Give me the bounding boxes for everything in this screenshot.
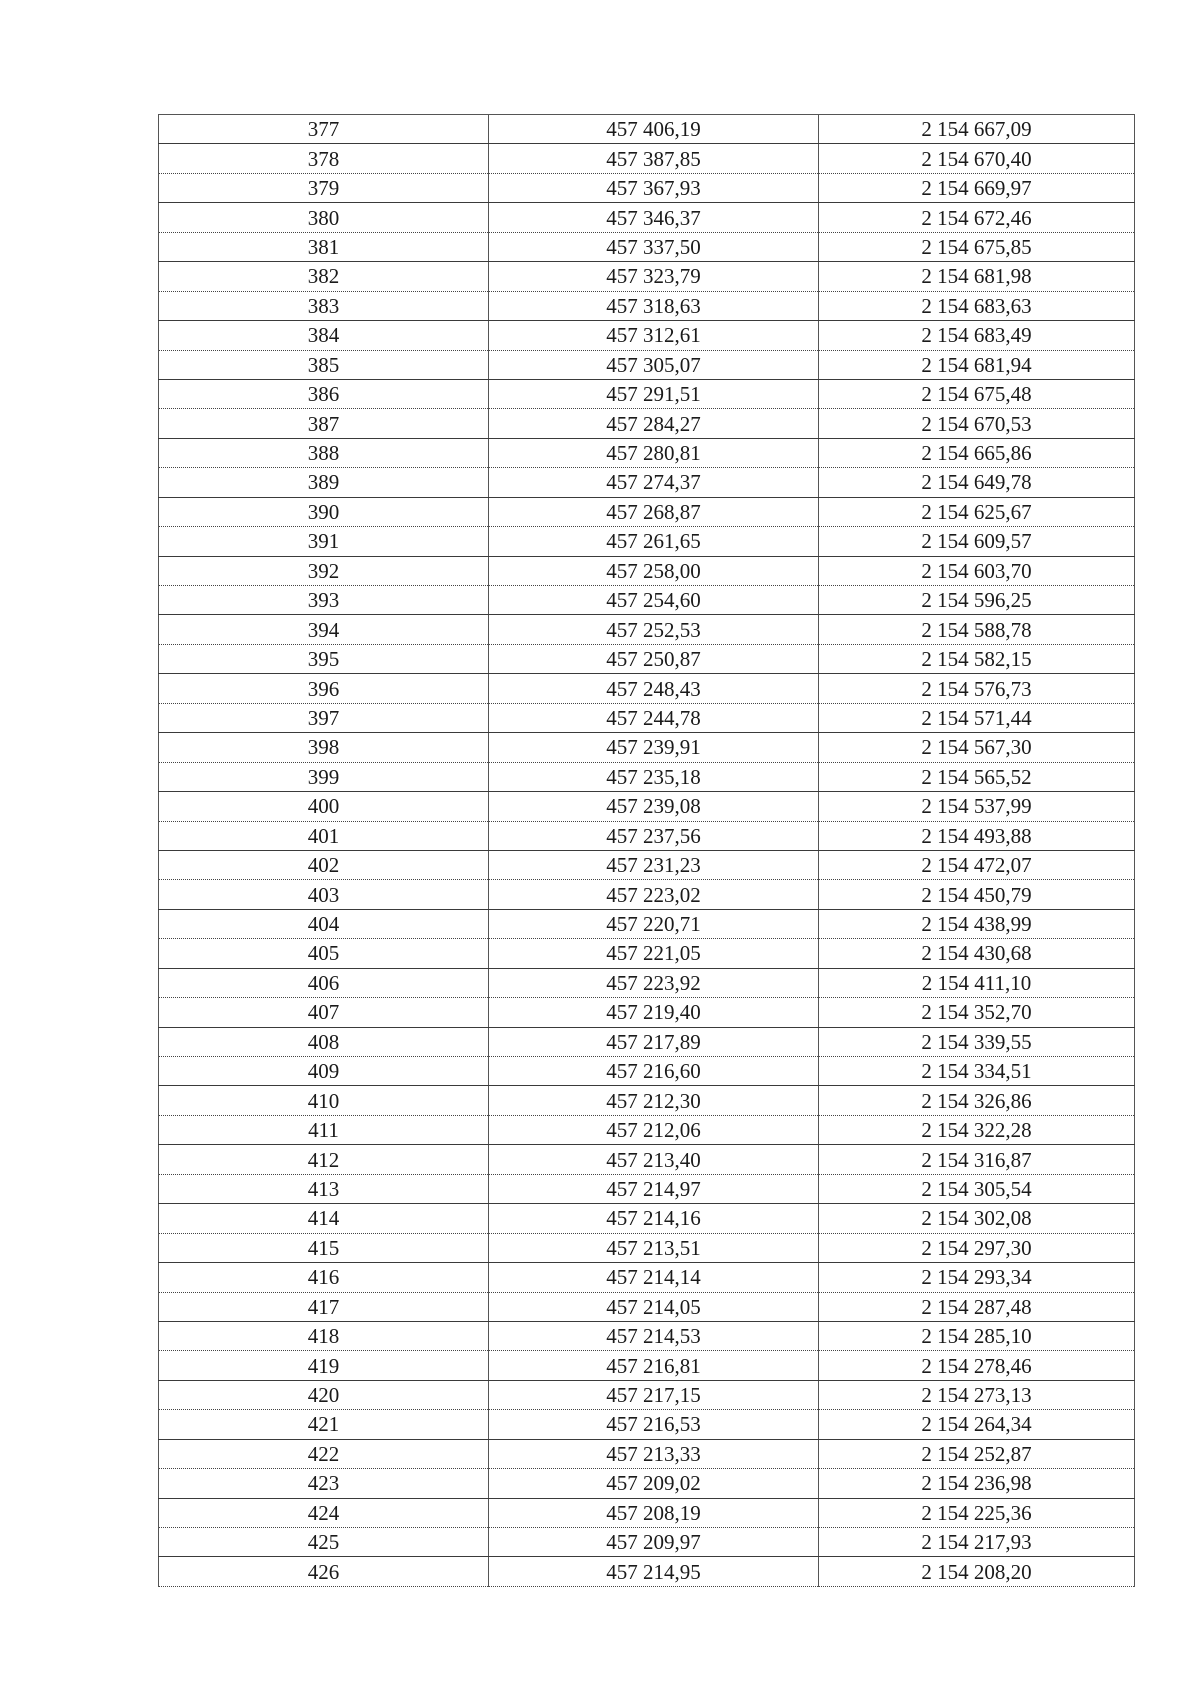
y-coordinate-cell: 2 154 603,70 — [819, 556, 1135, 585]
y-coordinate-cell: 2 154 322,28 — [819, 1115, 1135, 1144]
table-row — [159, 1439, 1135, 1468]
point-number-cell: 394 — [159, 615, 489, 644]
x-coordinate-cell: 457 284,27 — [489, 409, 819, 438]
table-row — [159, 792, 1135, 821]
point-number-cell: 414 — [159, 1204, 489, 1233]
y-coordinate-cell: 2 154 273,13 — [819, 1380, 1135, 1409]
x-coordinate-cell: 457 212,30 — [489, 1086, 819, 1115]
table-row — [159, 291, 1135, 320]
table-row — [159, 173, 1135, 202]
point-number-cell: 426 — [159, 1557, 489, 1586]
point-number-cell: 410 — [159, 1086, 489, 1115]
y-coordinate-cell: 2 154 649,78 — [819, 468, 1135, 497]
y-coordinate-cell: 2 154 571,44 — [819, 703, 1135, 732]
table-row — [159, 850, 1135, 879]
table-row — [159, 1204, 1135, 1233]
y-coordinate-cell: 2 154 352,70 — [819, 998, 1135, 1027]
table-row — [159, 115, 1135, 144]
point-number-cell: 402 — [159, 850, 489, 879]
table-row — [159, 733, 1135, 762]
y-coordinate-cell: 2 154 675,48 — [819, 379, 1135, 408]
table-row — [159, 1057, 1135, 1086]
table-row — [159, 262, 1135, 291]
point-number-cell: 418 — [159, 1321, 489, 1350]
table-row — [159, 1292, 1135, 1321]
table-row — [159, 438, 1135, 467]
point-number-cell: 379 — [159, 173, 489, 202]
x-coordinate-cell: 457 216,81 — [489, 1351, 819, 1380]
table-row — [159, 998, 1135, 1027]
x-coordinate-cell: 457 261,65 — [489, 527, 819, 556]
y-coordinate-cell: 2 154 285,10 — [819, 1321, 1135, 1350]
x-coordinate-cell: 457 217,15 — [489, 1380, 819, 1409]
x-coordinate-cell: 457 217,89 — [489, 1027, 819, 1056]
x-coordinate-cell: 457 214,53 — [489, 1321, 819, 1350]
y-coordinate-cell: 2 154 681,94 — [819, 350, 1135, 379]
y-coordinate-cell: 2 154 596,25 — [819, 586, 1135, 615]
point-number-cell: 382 — [159, 262, 489, 291]
y-coordinate-cell: 2 154 208,20 — [819, 1557, 1135, 1586]
y-coordinate-cell: 2 154 334,51 — [819, 1057, 1135, 1086]
y-coordinate-cell: 2 154 665,86 — [819, 438, 1135, 467]
point-number-cell: 422 — [159, 1439, 489, 1468]
y-coordinate-cell: 2 154 264,34 — [819, 1410, 1135, 1439]
x-coordinate-cell: 457 337,50 — [489, 232, 819, 261]
y-coordinate-cell: 2 154 236,98 — [819, 1469, 1135, 1498]
point-number-cell: 387 — [159, 409, 489, 438]
y-coordinate-cell: 2 154 305,54 — [819, 1174, 1135, 1203]
y-coordinate-cell: 2 154 582,15 — [819, 644, 1135, 673]
x-coordinate-cell: 457 318,63 — [489, 291, 819, 320]
point-number-cell: 421 — [159, 1410, 489, 1439]
point-number-cell: 409 — [159, 1057, 489, 1086]
table-row — [159, 321, 1135, 350]
x-coordinate-cell: 457 214,16 — [489, 1204, 819, 1233]
table-row — [159, 909, 1135, 938]
x-coordinate-cell: 457 213,40 — [489, 1145, 819, 1174]
point-number-cell: 400 — [159, 792, 489, 821]
point-number-cell: 383 — [159, 291, 489, 320]
table-row — [159, 232, 1135, 261]
y-coordinate-cell: 2 154 287,48 — [819, 1292, 1135, 1321]
y-coordinate-cell: 2 154 672,46 — [819, 203, 1135, 232]
point-number-cell: 403 — [159, 880, 489, 909]
table-row — [159, 1351, 1135, 1380]
y-coordinate-cell: 2 154 537,99 — [819, 792, 1135, 821]
table-row — [159, 586, 1135, 615]
table-row — [159, 674, 1135, 703]
y-coordinate-cell: 2 154 576,73 — [819, 674, 1135, 703]
x-coordinate-cell: 457 248,43 — [489, 674, 819, 703]
x-coordinate-cell: 457 346,37 — [489, 203, 819, 232]
point-number-cell: 391 — [159, 527, 489, 556]
point-number-cell: 425 — [159, 1528, 489, 1557]
point-number-cell: 424 — [159, 1498, 489, 1527]
table-row — [159, 203, 1135, 232]
x-coordinate-cell: 457 406,19 — [489, 115, 819, 144]
y-coordinate-cell: 2 154 493,88 — [819, 821, 1135, 850]
x-coordinate-cell: 457 274,37 — [489, 468, 819, 497]
table-row — [159, 379, 1135, 408]
point-number-cell: 413 — [159, 1174, 489, 1203]
table-row — [159, 821, 1135, 850]
x-coordinate-cell: 457 208,19 — [489, 1498, 819, 1527]
table-row — [159, 1557, 1135, 1586]
table-row — [159, 1027, 1135, 1056]
x-coordinate-cell: 457 216,53 — [489, 1410, 819, 1439]
x-coordinate-cell: 457 254,60 — [489, 586, 819, 615]
point-number-cell: 386 — [159, 379, 489, 408]
table-row — [159, 1086, 1135, 1115]
point-number-cell: 404 — [159, 909, 489, 938]
point-number-cell: 405 — [159, 939, 489, 968]
x-coordinate-cell: 457 214,14 — [489, 1263, 819, 1292]
x-coordinate-cell: 457 219,40 — [489, 998, 819, 1027]
point-number-cell: 416 — [159, 1263, 489, 1292]
table-row — [159, 1174, 1135, 1203]
x-coordinate-cell: 457 305,07 — [489, 350, 819, 379]
y-coordinate-cell: 2 154 675,85 — [819, 232, 1135, 261]
x-coordinate-cell: 457 268,87 — [489, 497, 819, 526]
y-coordinate-cell: 2 154 567,30 — [819, 733, 1135, 762]
point-number-cell: 385 — [159, 350, 489, 379]
y-coordinate-cell: 2 154 683,49 — [819, 321, 1135, 350]
y-coordinate-cell: 2 154 316,87 — [819, 1145, 1135, 1174]
point-number-cell: 423 — [159, 1469, 489, 1498]
x-coordinate-cell: 457 223,92 — [489, 968, 819, 997]
point-number-cell: 378 — [159, 144, 489, 173]
y-coordinate-cell: 2 154 625,67 — [819, 497, 1135, 526]
x-coordinate-cell: 457 214,97 — [489, 1174, 819, 1203]
y-coordinate-cell: 2 154 609,57 — [819, 527, 1135, 556]
x-coordinate-cell: 457 235,18 — [489, 762, 819, 791]
point-number-cell: 380 — [159, 203, 489, 232]
y-coordinate-cell: 2 154 278,46 — [819, 1351, 1135, 1380]
x-coordinate-cell: 457 250,87 — [489, 644, 819, 673]
table-row — [159, 1115, 1135, 1144]
x-coordinate-cell: 457 244,78 — [489, 703, 819, 732]
coordinates-table-body — [159, 115, 1135, 1587]
y-coordinate-cell: 2 154 339,55 — [819, 1027, 1135, 1056]
x-coordinate-cell: 457 231,23 — [489, 850, 819, 879]
y-coordinate-cell: 2 154 670,40 — [819, 144, 1135, 173]
y-coordinate-cell: 2 154 438,99 — [819, 909, 1135, 938]
y-coordinate-cell: 2 154 411,10 — [819, 968, 1135, 997]
y-coordinate-cell: 2 154 667,09 — [819, 115, 1135, 144]
point-number-cell: 419 — [159, 1351, 489, 1380]
table-row — [159, 1145, 1135, 1174]
point-number-cell: 392 — [159, 556, 489, 585]
table-row — [159, 350, 1135, 379]
point-number-cell: 393 — [159, 586, 489, 615]
y-coordinate-cell: 2 154 681,98 — [819, 262, 1135, 291]
point-number-cell: 397 — [159, 703, 489, 732]
y-coordinate-cell: 2 154 565,52 — [819, 762, 1135, 791]
x-coordinate-cell: 457 213,33 — [489, 1439, 819, 1468]
point-number-cell: 384 — [159, 321, 489, 350]
y-coordinate-cell: 2 154 588,78 — [819, 615, 1135, 644]
point-number-cell: 415 — [159, 1233, 489, 1262]
point-number-cell: 420 — [159, 1380, 489, 1409]
x-coordinate-cell: 457 258,00 — [489, 556, 819, 585]
x-coordinate-cell: 457 223,02 — [489, 880, 819, 909]
x-coordinate-cell: 457 214,95 — [489, 1557, 819, 1586]
table-row — [159, 762, 1135, 791]
point-number-cell: 381 — [159, 232, 489, 261]
x-coordinate-cell: 457 212,06 — [489, 1115, 819, 1144]
x-coordinate-cell: 457 387,85 — [489, 144, 819, 173]
y-coordinate-cell: 2 154 683,63 — [819, 291, 1135, 320]
point-number-cell: 377 — [159, 115, 489, 144]
point-number-cell: 407 — [159, 998, 489, 1027]
x-coordinate-cell: 457 216,60 — [489, 1057, 819, 1086]
table-row — [159, 1410, 1135, 1439]
table-row — [159, 1528, 1135, 1557]
x-coordinate-cell: 457 252,53 — [489, 615, 819, 644]
table-row — [159, 644, 1135, 673]
y-coordinate-cell: 2 154 670,53 — [819, 409, 1135, 438]
table-row — [159, 1233, 1135, 1262]
table-row — [159, 615, 1135, 644]
point-number-cell: 408 — [159, 1027, 489, 1056]
y-coordinate-cell: 2 154 293,34 — [819, 1263, 1135, 1292]
table-row — [159, 968, 1135, 997]
y-coordinate-cell: 2 154 297,30 — [819, 1233, 1135, 1262]
x-coordinate-cell: 457 209,97 — [489, 1528, 819, 1557]
y-coordinate-cell: 2 154 217,93 — [819, 1528, 1135, 1557]
table-row — [159, 1498, 1135, 1527]
x-coordinate-cell: 457 221,05 — [489, 939, 819, 968]
y-coordinate-cell: 2 154 326,86 — [819, 1086, 1135, 1115]
y-coordinate-cell: 2 154 450,79 — [819, 880, 1135, 909]
point-number-cell: 412 — [159, 1145, 489, 1174]
table-row — [159, 468, 1135, 497]
x-coordinate-cell: 457 209,02 — [489, 1469, 819, 1498]
x-coordinate-cell: 457 213,51 — [489, 1233, 819, 1262]
point-number-cell: 396 — [159, 674, 489, 703]
x-coordinate-cell: 457 367,93 — [489, 173, 819, 202]
table-row — [159, 409, 1135, 438]
coordinates-table — [158, 114, 1135, 1587]
x-coordinate-cell: 457 239,08 — [489, 792, 819, 821]
x-coordinate-cell: 457 214,05 — [489, 1292, 819, 1321]
point-number-cell: 395 — [159, 644, 489, 673]
y-coordinate-cell: 2 154 472,07 — [819, 850, 1135, 879]
table-row — [159, 144, 1135, 173]
y-coordinate-cell: 2 154 430,68 — [819, 939, 1135, 968]
y-coordinate-cell: 2 154 225,36 — [819, 1498, 1135, 1527]
point-number-cell: 390 — [159, 497, 489, 526]
y-coordinate-cell: 2 154 252,87 — [819, 1439, 1135, 1468]
x-coordinate-cell: 457 237,56 — [489, 821, 819, 850]
y-coordinate-cell: 2 154 302,08 — [819, 1204, 1135, 1233]
x-coordinate-cell: 457 291,51 — [489, 379, 819, 408]
x-coordinate-cell: 457 323,79 — [489, 262, 819, 291]
x-coordinate-cell: 457 220,71 — [489, 909, 819, 938]
table-row — [159, 1321, 1135, 1350]
table-row — [159, 1469, 1135, 1498]
table-row — [159, 527, 1135, 556]
point-number-cell: 406 — [159, 968, 489, 997]
table-row — [159, 1380, 1135, 1409]
point-number-cell: 398 — [159, 733, 489, 762]
x-coordinate-cell: 457 312,61 — [489, 321, 819, 350]
table-row — [159, 880, 1135, 909]
point-number-cell: 388 — [159, 438, 489, 467]
table-row — [159, 703, 1135, 732]
x-coordinate-cell: 457 239,91 — [489, 733, 819, 762]
point-number-cell: 399 — [159, 762, 489, 791]
table-row — [159, 1263, 1135, 1292]
table-row — [159, 556, 1135, 585]
point-number-cell: 417 — [159, 1292, 489, 1321]
x-coordinate-cell: 457 280,81 — [489, 438, 819, 467]
point-number-cell: 411 — [159, 1115, 489, 1144]
point-number-cell: 401 — [159, 821, 489, 850]
table-row — [159, 497, 1135, 526]
table-row — [159, 939, 1135, 968]
point-number-cell: 389 — [159, 468, 489, 497]
y-coordinate-cell: 2 154 669,97 — [819, 173, 1135, 202]
